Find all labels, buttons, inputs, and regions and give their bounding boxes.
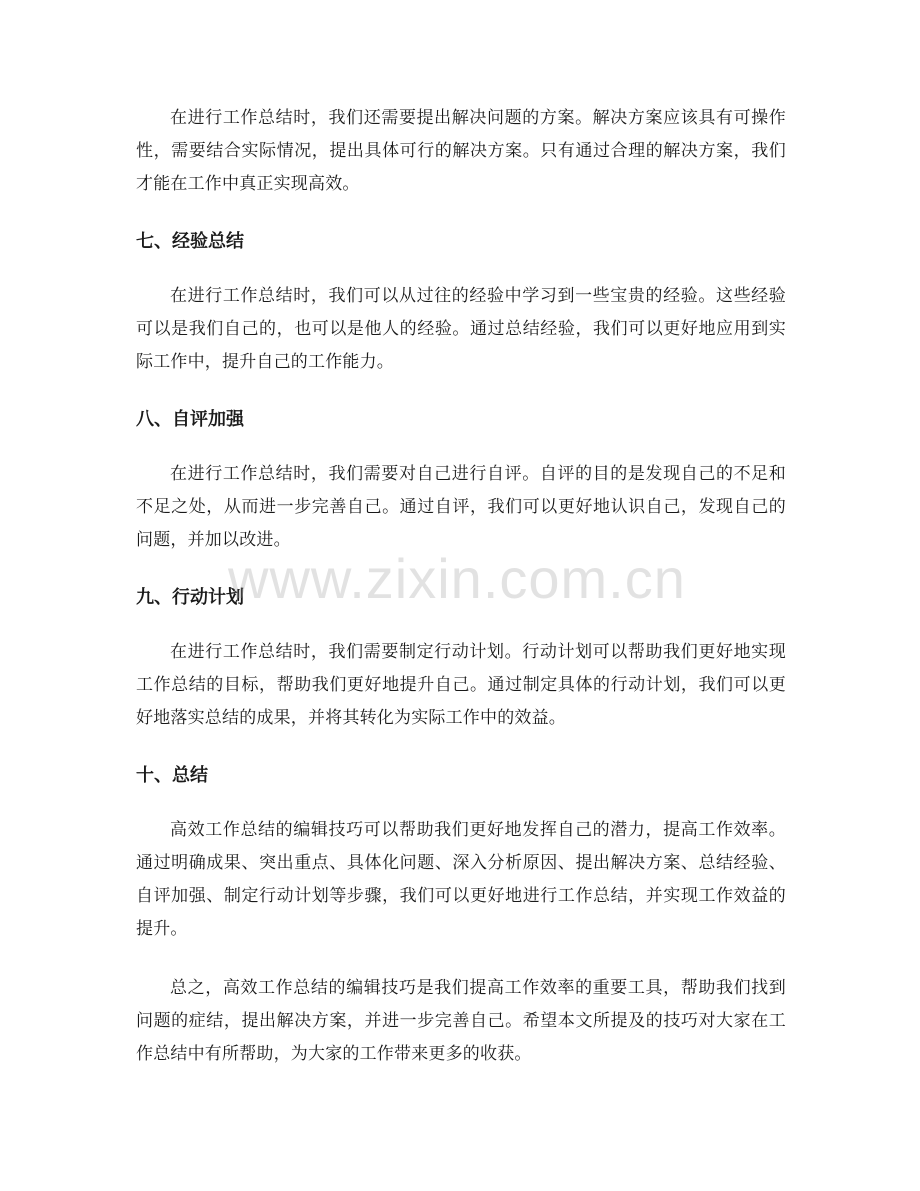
section-9-paragraph: 在进行工作总结时，我们需要制定行动计划。行动计划可以帮助我们更好地实现工作总结的目标，帮助我们更好地提升自己。通过制定具体的行动计划，我们可以更好地落实总结的成果，并将其转化为实际工作中的效益。: [136, 642, 786, 728]
intro-paragraph: 在进行工作总结时，我们还需要提出解决问题的方案。解决方案应该具有可操作性，需要结合实际情况，提出具体可行的解决方案。只有通过合理的解决方案，我们才能在工作中真正实现高效。: [136, 108, 786, 194]
section-10-paragraph-2: 总之，高效工作总结的编辑技巧是我们提高工作效率的重要工具，帮助我们找到问题的症结，提出解决方案，并进一步完善自己。希望本文所提及的技巧对大家在工作总结中有所帮助，为大家的工作带来更多的收获。: [136, 978, 786, 1064]
section-7-paragraph: 在进行工作总结时，我们可以从过往的经验中学习到一些宝贵的经验。这些经验可以是我们自己的，也可以是他人的经验。通过总结经验，我们可以更好地应用到实际工作中，提升自己的工作能力。: [136, 286, 786, 372]
section-heading-7: 七、经验总结: [136, 231, 244, 252]
section-10-paragraph-1: 高效工作总结的编辑技巧可以帮助我们更好地发挥自己的潜力，提高工作效率。通过明确成果、突出重点、具体化问题、深入分析原因、提出解决方案、总结经验、自评加强、制定行动计划等步骤，我们可以更好地进行工作总结，并实现工作效益的提升。: [136, 820, 786, 939]
section-heading-9: 九、行动计划: [136, 587, 244, 608]
section-heading-10: 十、总结: [136, 765, 208, 786]
watermark-text: www.zixin.com.cn: [228, 547, 686, 610]
section-heading-8: 八、自评加强: [136, 409, 244, 430]
section-8-paragraph: 在进行工作总结时，我们需要对自己进行自评。自评的目的是发现自己的不足和不足之处，从而进一步完善自己。通过自评，我们可以更好地认识自己，发现自己的问题，并加以改进。: [136, 464, 786, 550]
